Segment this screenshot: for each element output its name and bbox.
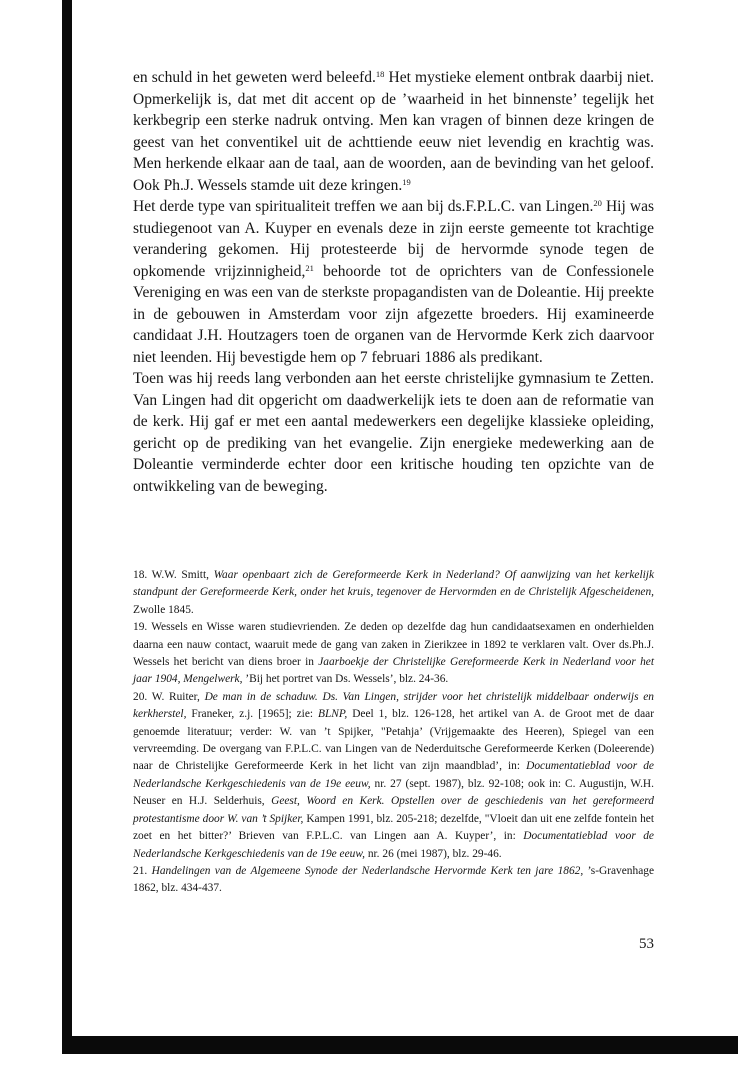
footnote-text: 19. Wessels en Wisse waren studievrienden. Ze deden op dezelfde dag hun candidaatsexamen en onderhielden daarna een nauw contact, waaruit mede de gang van zaken in Zierikzee in 1892 te verklaren valt. Over ds.Ph.J. Wessels het bericht van diens broer in <box>133 621 654 669</box>
footnote-title: De man in de schaduw. Ds. Van Lingen, strijder voor het christelijk middelbaar onderwijs en kerkherstel, <box>133 690 654 721</box>
footnote-title: Documentatieblad voor de Nederlandsche Kerkgeschiedenis van de 19e eeuw, <box>133 760 654 790</box>
paragraph-text: Hij was studiegenoot van A. Kuyper en evenals deze in zijn eerste gemeente tot krachtige verandering gekomen. Hij protesteerde bij de hervormde synode tegen de opkomende vrijzinnigheid, <box>133 198 654 280</box>
footnote-title: Geest, Woord en Kerk. Opstellen over de geschiedenis van het gereformeerd protestantisme door W. van ’t Spijker, <box>133 795 654 825</box>
scan-border-bottom <box>62 1036 738 1054</box>
footnote-21 <box>133 863 654 898</box>
body-paragraph-2 <box>133 196 654 368</box>
footnote-20 <box>133 689 654 863</box>
footnote-ref-19[interactable]: 19 <box>402 176 411 187</box>
footnote-text: ’s-Gravenhage 1862, blz. 434-437. <box>133 864 655 895</box>
footnote-19 <box>133 619 654 689</box>
body-paragraph-1 <box>133 67 654 196</box>
footnote-text: nr. 27 (sept. 1987), blz. 92-108; ook in: C. Augustijn, W.H. Neuser en H.J. Selderhuis, <box>133 777 654 808</box>
footnote-text: Deel 1, blz. 126-128, het artikel van A. de Groot met de daar genoemde literatuur; verder: W. van ’t Spijker, "Petahja’ (Vrijgemaakte des Heeren), Spiegel van een vervreemding. De overgang van F.P.L.C. van Lingen van de Nederduitsche Gereformeerde Kerken (Doleerende) naar de Christelijke Gereformeerde Kerk in het licht van zijn maandblad’, in: <box>133 708 654 773</box>
footnote-18 <box>133 567 654 619</box>
body-paragraph-3 <box>133 368 654 497</box>
footnote-ref-18[interactable]: 18 <box>375 69 385 79</box>
footnote-ref-20[interactable]: 20 <box>593 198 602 208</box>
footnote-ref-21[interactable]: 21 <box>305 262 314 273</box>
footnote-title: BLNP, <box>318 708 348 721</box>
footnote-text: 18. W.W. Smitt, <box>133 569 214 581</box>
paragraph-text: behoorde tot de oprichters van de Confessionele Vereniging en was een van de sterkste propagandisten van de Doleantie. Hij preekte in de gebouwen in Amsterdam voor zijn afgezette broeders. Hij examineerde candidaat J.H. Houtzagers toen de organen van de Hervormde Kerk zich daarvoor niet leenden. Hij bevestigde hem op 7 februari 1886 als predikant. <box>133 262 654 366</box>
footnote-title: Handelingen van de Algemeene Synode der Nederlandsche Hervormde Kerk ten jare 1862, <box>151 864 584 877</box>
paragraph-text: Toen was hij reeds lang verbonden aan het eerste christelijke gymnasium te Zetten. Van Lingen had dit opgericht om daadwerkelijk iets te doen aan de reformatie van de kerk. Hij gaf er met een aantal medewerkers een degelijke klassieke opleiding, gericht op de prediking van het evangelie. Zijn energieke medewerking aan de Doleantie verminderde echter door een kritische houding ten opzichte van de ontwikkeling van de beweging. <box>133 370 654 495</box>
scan-border-left <box>62 0 72 1052</box>
footnote-text: ’Bij het portret van Ds. Wessels’, blz. 24-36. <box>242 673 449 686</box>
main-text <box>133 67 654 497</box>
footnote-text: 20. W. Ruiter, <box>133 690 205 703</box>
footnote-title: Documentatieblad voor de Nederlandsche Kerkgeschiedenis van de 19e eeuw, <box>133 830 654 860</box>
footnote-text: nr. 26 (mei 1987), blz. 29-46. <box>364 847 502 860</box>
paragraph-text: en schuld in het geweten werd beleefd. <box>133 69 376 86</box>
page-number: 53 <box>639 936 654 952</box>
footnote-title: Waar openbaart zich de Gereformeerde Kerk in Nederland? Of aanwijzing van het kerkelijk standpunt der Gereformeerde Kerk, onder het kruis, tegenover de Hervormden en de Christelijk Afgescheidenen, <box>133 569 655 599</box>
footnote-text: Franeker, z.j. [1965]; zie: <box>186 708 319 721</box>
footnotes <box>133 567 654 898</box>
paragraph-text: Het derde type van spiritualiteit treffen we aan bij ds.F.P.L.C. van Lingen. <box>133 198 594 215</box>
paragraph-text: Het mystieke element ontbrak daarbij niet. Opmerkelijk is, dat met dit accent op de ’waarheid in het binnenste’ tegelijk het kerkbegrip een sterke nadruk ontving. Men kan vragen of binnen deze kringen de geest van het conventikel uit de achttiende eeuw niet levendig en krachtig was. Men herkende elkaar aan de taal, aan de woorden, aan de bevinding van het geloof. Ook Ph.J. Wessels stamde uit deze kringen. <box>133 69 654 194</box>
footnote-text: 21. <box>133 864 152 877</box>
footnote-text: Zwolle 1845. <box>133 603 194 616</box>
footnote-text: Kampen 1991, blz. 205-218; dezelfde, "Vloeit dan uit ene zelfde fontein het zoet en het bitter?’ Brieven van F.P.L.C. van Lingen aan A. Kuyper’, in: <box>133 812 654 843</box>
footnote-title: Jaarboekje der Christelijke Gereformeerde Kerk in Nederland voor het jaar 1904, Mengelwerk, <box>133 656 654 686</box>
